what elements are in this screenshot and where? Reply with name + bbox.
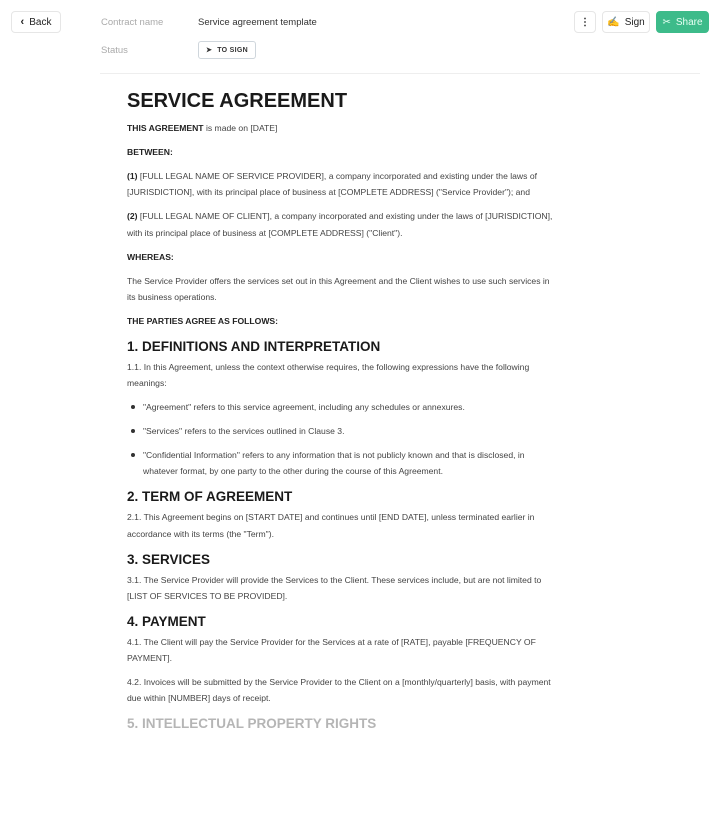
section-5-heading: 5. INTELLECTUAL PROPERTY RIGHTS — [127, 716, 377, 732]
document — [127, 88, 557, 736]
party-1 — [127, 168, 557, 201]
share-label: Share — [675, 16, 703, 28]
contract-name[interactable]: Service agreement template — [198, 17, 317, 28]
section-4-heading: 4. PAYMENT — [127, 613, 206, 629]
whereas-label: WHEREAS: — [127, 251, 174, 262]
between — [127, 144, 557, 160]
clause-4-1: 4.1. The Client will pay the Service Provider for the Services at a rate of [RATE], payable [FREQUENCY OF PAYMENT]. — [127, 636, 536, 664]
sign-button[interactable] — [602, 11, 650, 33]
list-item: "Services" refers to the services outlined in Clause 3. — [127, 423, 557, 439]
status-label: Status — [101, 45, 128, 56]
party-2-num: (2) — [127, 211, 138, 222]
list-item: "Confidential Information" refers to any information that is not publicly known and that is disclosed, in whatever format, by one party to the other during the course of this Agreement. — [127, 447, 557, 480]
intro-bold: THIS AGREEMENT — [127, 123, 204, 133]
between-label: BETWEEN: — [127, 146, 173, 157]
section-1-heading: 1. DEFINITIONS AND INTERPRETATION — [127, 338, 381, 354]
section-2-heading: 2. TERM OF AGREEMENT — [127, 489, 293, 505]
share-button[interactable] — [656, 11, 709, 33]
party-2-text: [FULL LEGAL NAME OF CLIENT], a company incorporated and existing under the laws of [JURISDICTION], with its principal place of business at [COMPLETE ADDRESS] ("Client"). — [127, 211, 553, 238]
section-3-heading: 3. SERVICES — [127, 551, 211, 567]
doc-title: SERVICE AGREEMENT — [127, 90, 348, 112]
whereas — [127, 249, 557, 265]
status-badge — [198, 41, 256, 59]
back-label: Back — [29, 16, 52, 28]
chevron-left-icon: ‹ — [20, 16, 25, 28]
clause-4-2: 4.2. Invoices will be submitted by the Service Provider to the Client on a [monthly/quarterly] basis, with payment due within [NUMBER] days of receipt. — [127, 677, 551, 704]
agree-label: THE PARTIES AGREE AS FOLLOWS: — [127, 315, 279, 326]
back-button[interactable] — [11, 11, 61, 33]
share-icon: ✂ — [662, 16, 671, 28]
intro-rest: is made on [DATE] — [203, 123, 278, 133]
party-2 — [127, 208, 557, 241]
party-1-num: (1) — [127, 170, 138, 181]
clause-1-1: 1.1. In this Agreement, unless the context otherwise requires, the following expressions have the following meanings: — [127, 361, 530, 389]
sign-label: Sign — [624, 16, 645, 28]
agree — [127, 313, 557, 329]
clause-2-1: 2.1. This Agreement begins on [START DATE] and continues until [END DATE], unless terminated earlier in accordance with its terms (the "Term"). — [127, 512, 535, 539]
whereas-text: The Service Provider offers the services set out in this Agreement and the Client wishes to use such services in its business operations. — [127, 275, 550, 302]
signature-icon: ✍ — [607, 16, 620, 28]
more-vertical-icon: ⋮ — [580, 16, 590, 28]
clause-3-1: 3.1. The Service Provider will provide the Services to the Client. These services include, but are not limited to [LIST OF SERVICES TO BE PROVIDED]. — [127, 574, 542, 601]
definitions-list — [127, 399, 557, 480]
status-text: TO SIGN — [217, 46, 248, 54]
send-icon: ➤ — [206, 47, 213, 54]
contract-name-label: Contract name — [101, 17, 164, 28]
divider — [100, 73, 700, 74]
more-button[interactable] — [574, 11, 596, 33]
list-item: "Agreement" refers to this service agreement, including any schedules or annexures. — [127, 399, 557, 415]
party-1-text: [FULL LEGAL NAME OF SERVICE PROVIDER], a company incorporated and existing under the laws of [JURISDICTION], with its principal place of business at [COMPLETE ADDRESS] ("Service Provider"); and — [127, 170, 537, 198]
intro — [127, 120, 557, 136]
